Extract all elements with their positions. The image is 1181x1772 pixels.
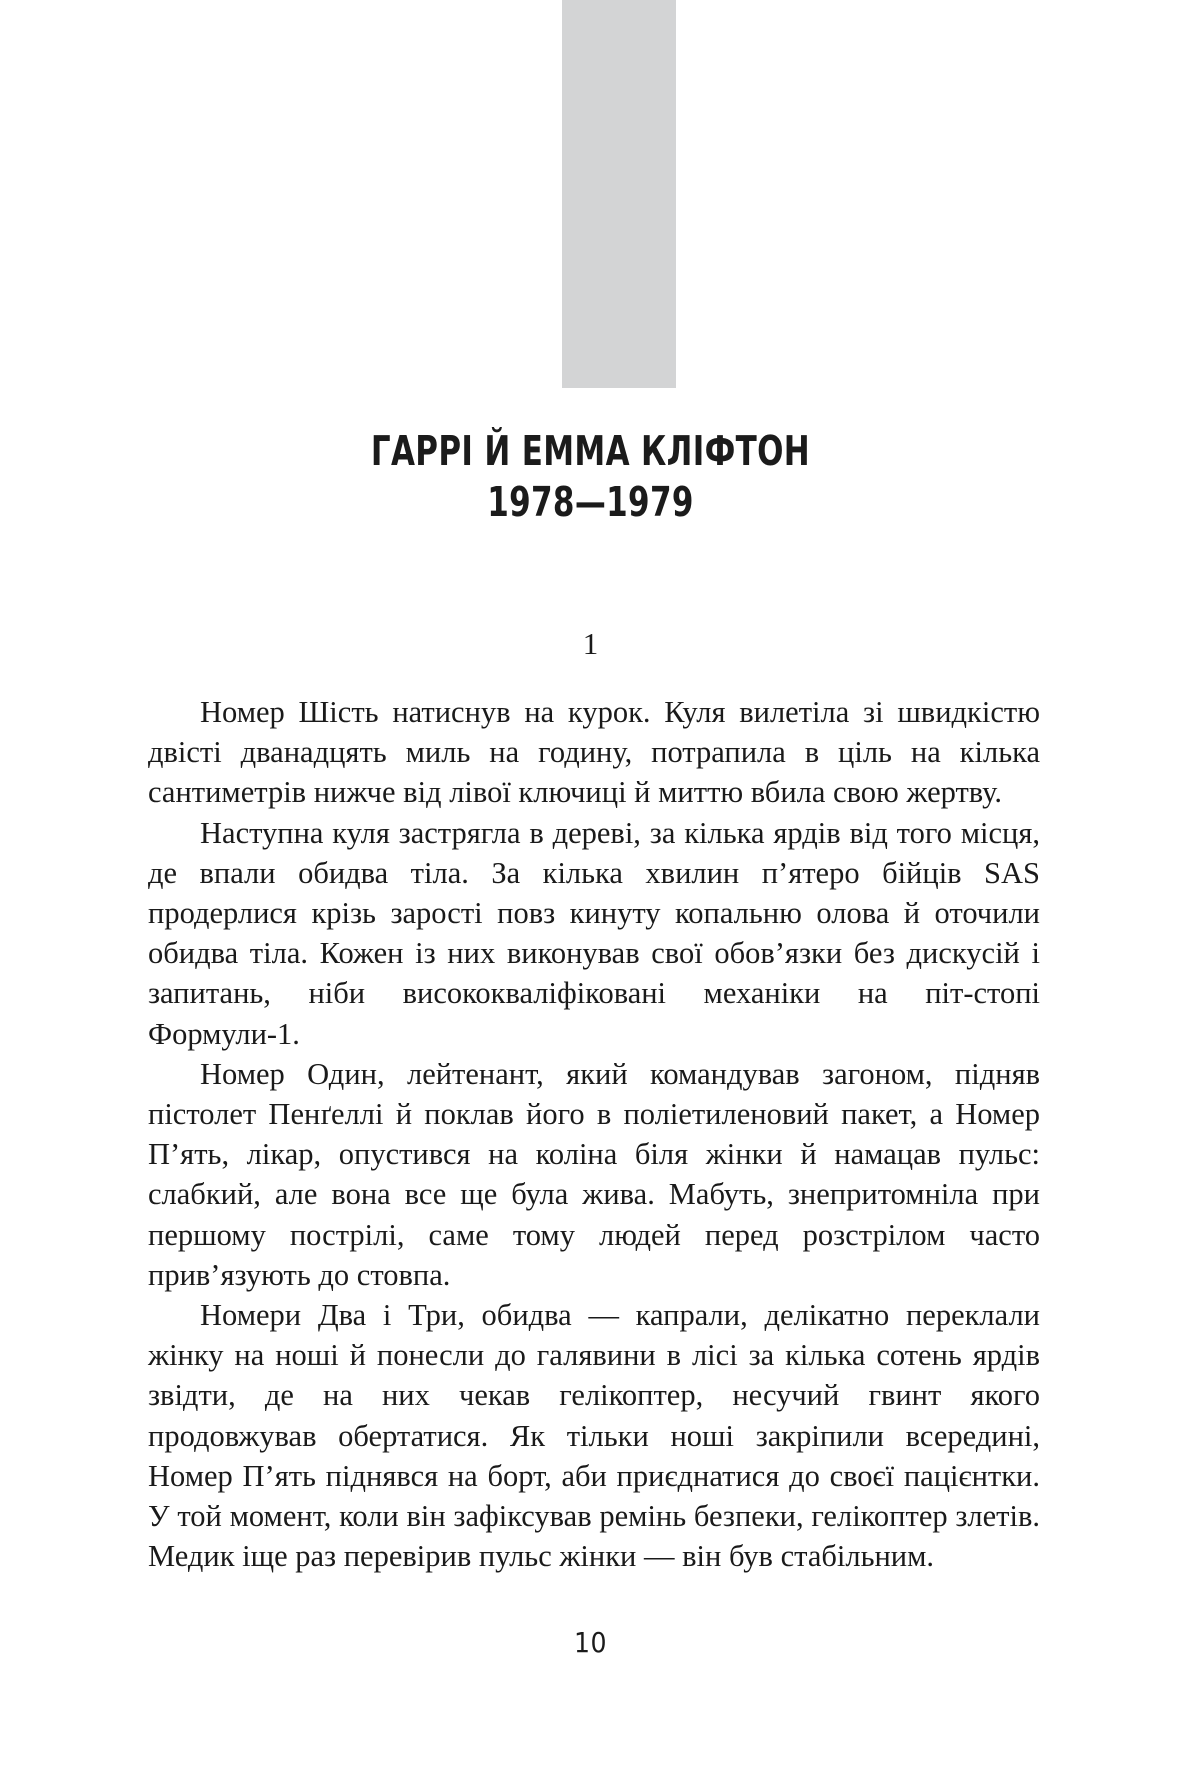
decorative-gray-block bbox=[562, 0, 676, 388]
body-paragraph: Номер Шість натиснув на курок. Куля вилетіла зі швидкістю двісті дванадцять миль на годину, потрапила в ціль на кілька сантиметрів нижче від лівої ключиці й миттю вбила свою жертву. bbox=[148, 695, 1040, 810]
chapter-number: 1 bbox=[582, 626, 599, 661]
part-header bbox=[0, 427, 1181, 527]
body-paragraph: Номер Один, лейтенант, який командував загоном, підняв пістолет Пенґеллі й поклав його в поліетиленовий пакет, а Номер П’ять, лікар, опустився на коліна біля жінки й намацав пульс: слабкий, але вона все ще була жива. Мабуть, знепритомніла при першому пострілі, саме тому людей перед розстрілом часто прив’язують до стовпа. bbox=[148, 1056, 1040, 1292]
body-paragraph: Номери Два і Три, обидва — капрали, делікатно переклали жінку на ноші й понесли до галявини в лісі за кілька сотень ярдів звідти, де на них чекав гелікоптер, несучий гвинт якого продовжував обертатися. Як тільки ноші закріпили всередині, Номер П’ять піднявся на борт, аби приєднатися до своєї пацієнтки. У той момент, коли він зафіксував ремінь безпеки, гелікоптер злетів. Медик іще раз перевірив пульс жінки — він був стабільним. bbox=[148, 1298, 1040, 1574]
body-paragraph: Наступна куля застрягла в дереві, за кілька ярдів від того місця, де впали обидва тіла. За кілька хвилин п’ятеро бійців SAS продерлися крізь зарості повз кинуту копальню олова й оточили обидва тіла. Кожен із них виконував свої обов’язки без дискусій і запитань, ніби висококваліфіковані механіки на піт-стопі Формули-1. bbox=[148, 815, 1040, 1051]
part-title: ГАРРІ Й ЕММА КЛІФТОН bbox=[370, 427, 811, 475]
page-number: 10 bbox=[573, 1626, 608, 1659]
part-years: 1978—1979 bbox=[487, 478, 694, 527]
body-text-column bbox=[148, 692, 1040, 1576]
